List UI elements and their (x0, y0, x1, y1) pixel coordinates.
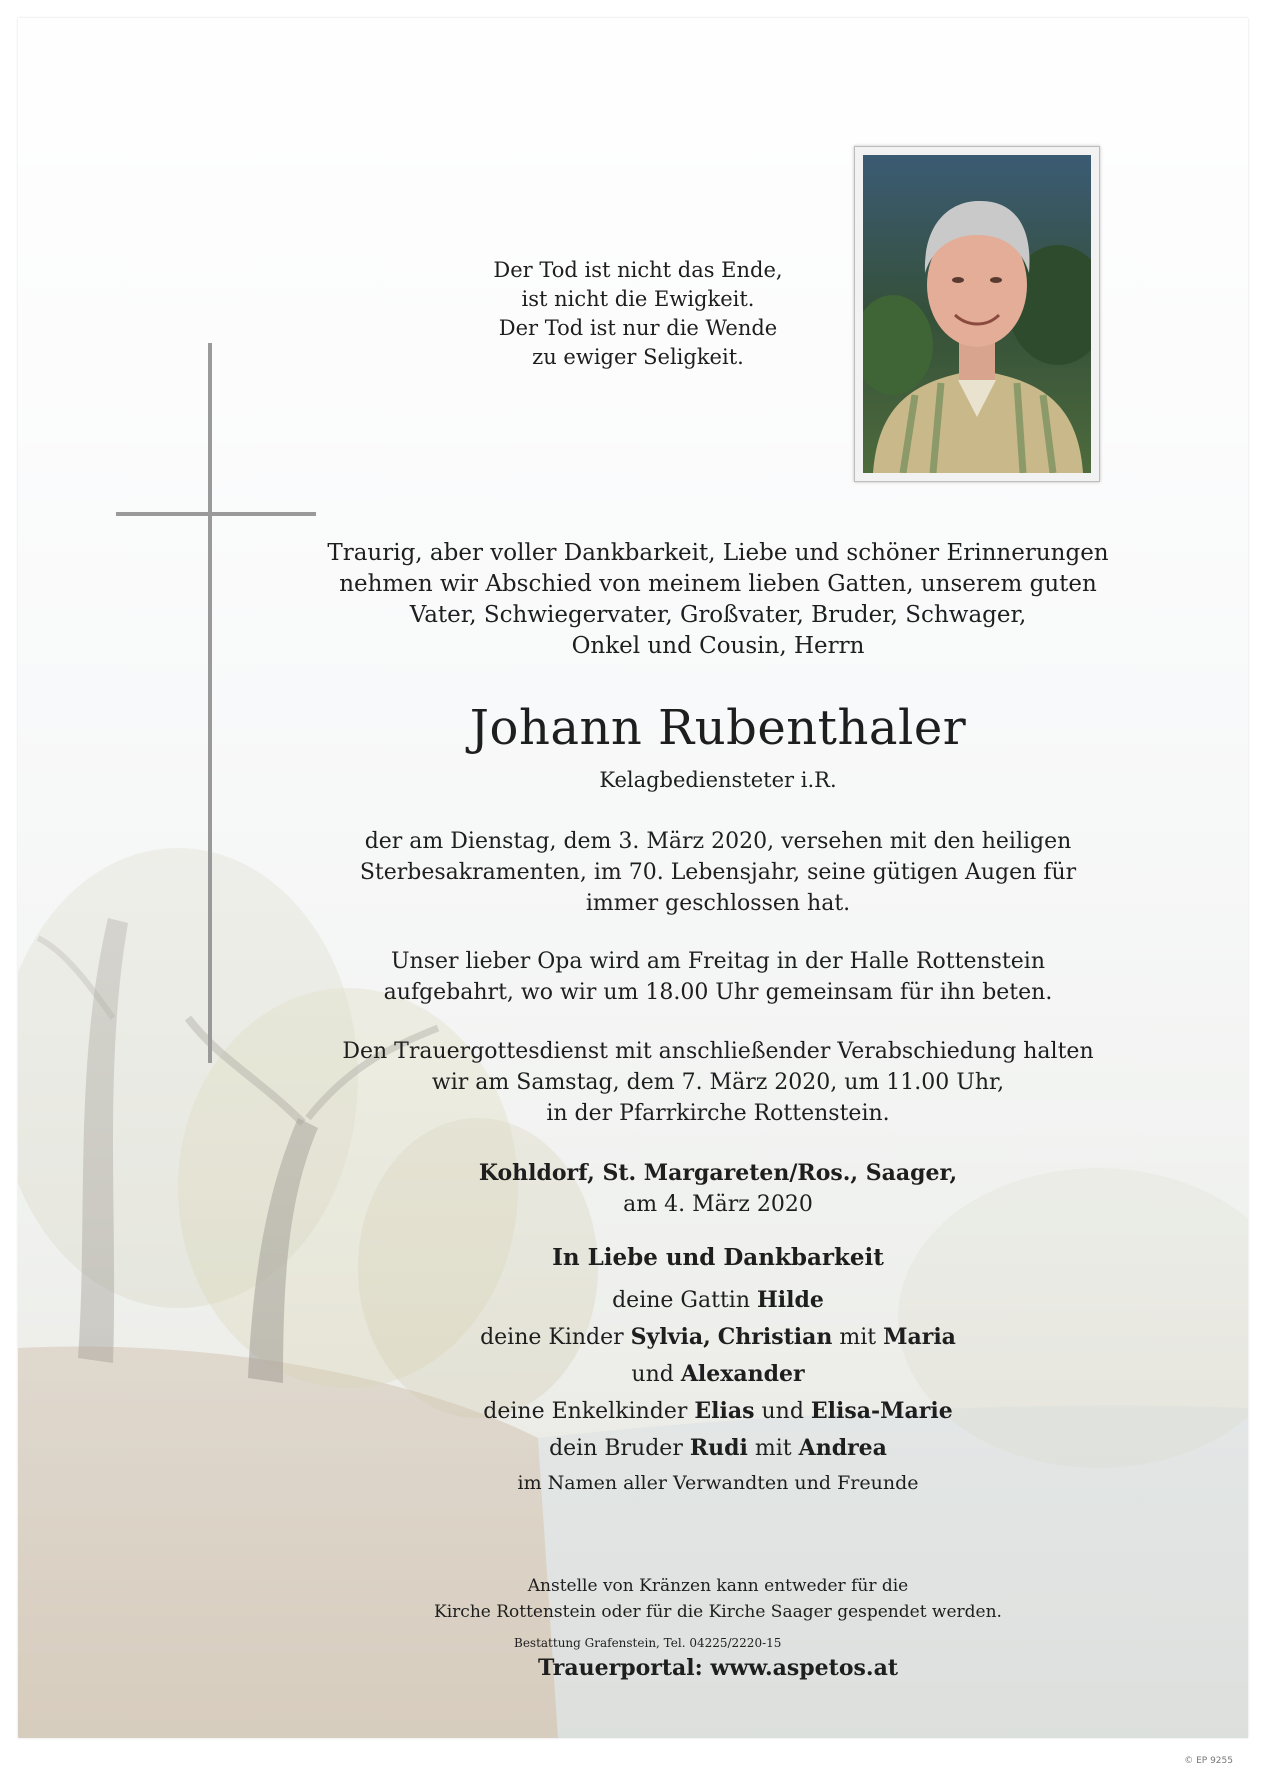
portrait-image (863, 155, 1091, 473)
wake-line: aufgebahrt, wo wir um 18.00 Uhr gemeinsam für ihn beten. (383, 980, 1053, 1005)
family-line-brother (318, 1430, 1118, 1467)
family-member: Rudi (689, 1435, 748, 1461)
family-member: Alexander (680, 1361, 805, 1387)
intro-line: nehmen wir Abschied von meinem lieben Gatten, unserem guten (339, 571, 1097, 597)
family-line-children-cont (318, 1356, 1118, 1393)
poem-line: ist nicht die Ewigkeit. (521, 287, 755, 311)
death-line: der am Dienstag, dem 3. März 2020, versehen mit den heiligen (364, 829, 1072, 854)
family-connector: und (761, 1399, 804, 1424)
wake-notice (318, 946, 1118, 1008)
family-prefix: deine Kinder (480, 1325, 624, 1350)
family-member: Maria (883, 1324, 956, 1350)
family-connector: und (631, 1362, 674, 1387)
intro-text (318, 538, 1118, 662)
family-line-wife (318, 1282, 1118, 1319)
intro-line: Onkel und Cousin, Herrn (571, 633, 865, 659)
poem-line: Der Tod ist nur die Wende (498, 316, 778, 340)
portal-link[interactable]: Trauerportal: www.aspetos.at (538, 1655, 898, 1681)
poem-line: Der Tod ist nicht das Ende, (493, 258, 783, 282)
poem-line: zu ewiger Seligkeit. (532, 345, 744, 369)
death-notice (318, 826, 1118, 919)
family-member: Hilde (757, 1287, 824, 1313)
service-notice (318, 1036, 1118, 1129)
death-line: Sterbesakramenten, im 70. Lebensjahr, seine gütigen Augen für (359, 860, 1077, 885)
service-line: wir am Samstag, dem 7. März 2020, um 11.00 Uhr, (431, 1070, 1005, 1095)
service-line: in der Pfarrkirche Rottenstein. (546, 1101, 890, 1126)
deceased-name: Johann Rubenthaler (469, 700, 967, 756)
family-connector: mit (754, 1436, 792, 1461)
family-line-grandchildren (318, 1393, 1118, 1430)
service-line: Den Trauergottesdienst mit anschließender Verabschiedung halten (342, 1039, 1094, 1064)
donation-line: Anstelle von Kränzen kann entweder für die (527, 1576, 909, 1596)
intro-line: Traurig, aber voller Dankbarkeit, Liebe und schöner Erinnerungen (327, 540, 1109, 566)
family-prefix: deine Gattin (612, 1288, 750, 1313)
family-member: Christian (717, 1324, 833, 1350)
portrait-photo (854, 146, 1100, 482)
donation-line: Kirche Rottenstein oder für die Kirche Saager gespendet werden. (434, 1602, 1002, 1622)
places: Kohldorf, St. Margareten/Ros., Saager, (478, 1160, 958, 1186)
family-member: Elias (694, 1398, 755, 1424)
donation-note (368, 1573, 1068, 1625)
death-line: immer geschlossen hat. (585, 891, 851, 916)
family-member: Elisa-Marie (810, 1398, 953, 1424)
family-line-children (318, 1319, 1118, 1356)
intro-line: Vater, Schwiegervater, Großvater, Bruder, Schwager, (409, 602, 1027, 628)
notice-date: am 4. März 2020 (623, 1192, 813, 1217)
relatives-line: im Namen aller Verwandten und Freunde (517, 1472, 919, 1494)
family-prefix: deine Enkelkinder (483, 1399, 688, 1424)
family-prefix: dein Bruder (549, 1436, 683, 1461)
cross-horizontal-beam (116, 512, 316, 516)
wake-line: Unser lieber Opa wird am Freitag in der Halle Rottenstein (391, 949, 1045, 974)
family-heading: In Liebe und Dankbarkeit (552, 1244, 884, 1271)
print-code: © EP 9255 (1184, 1756, 1233, 1766)
cross-vertical-beam (208, 343, 212, 1063)
family-separator: , (703, 1324, 711, 1350)
obituary-sheet (18, 18, 1248, 1738)
deceased-title: Kelagbediensteter i.R. (599, 768, 837, 792)
place-and-date (318, 1158, 1118, 1220)
poem (438, 256, 838, 372)
family-member: Sylvia (630, 1324, 704, 1350)
family-member: Andrea (798, 1435, 887, 1461)
family-list (318, 1240, 1118, 1499)
funeral-home-contact: Bestattung Grafenstein, Tel. 04225/2220-15 (514, 1636, 782, 1650)
family-connector: mit (839, 1325, 877, 1350)
